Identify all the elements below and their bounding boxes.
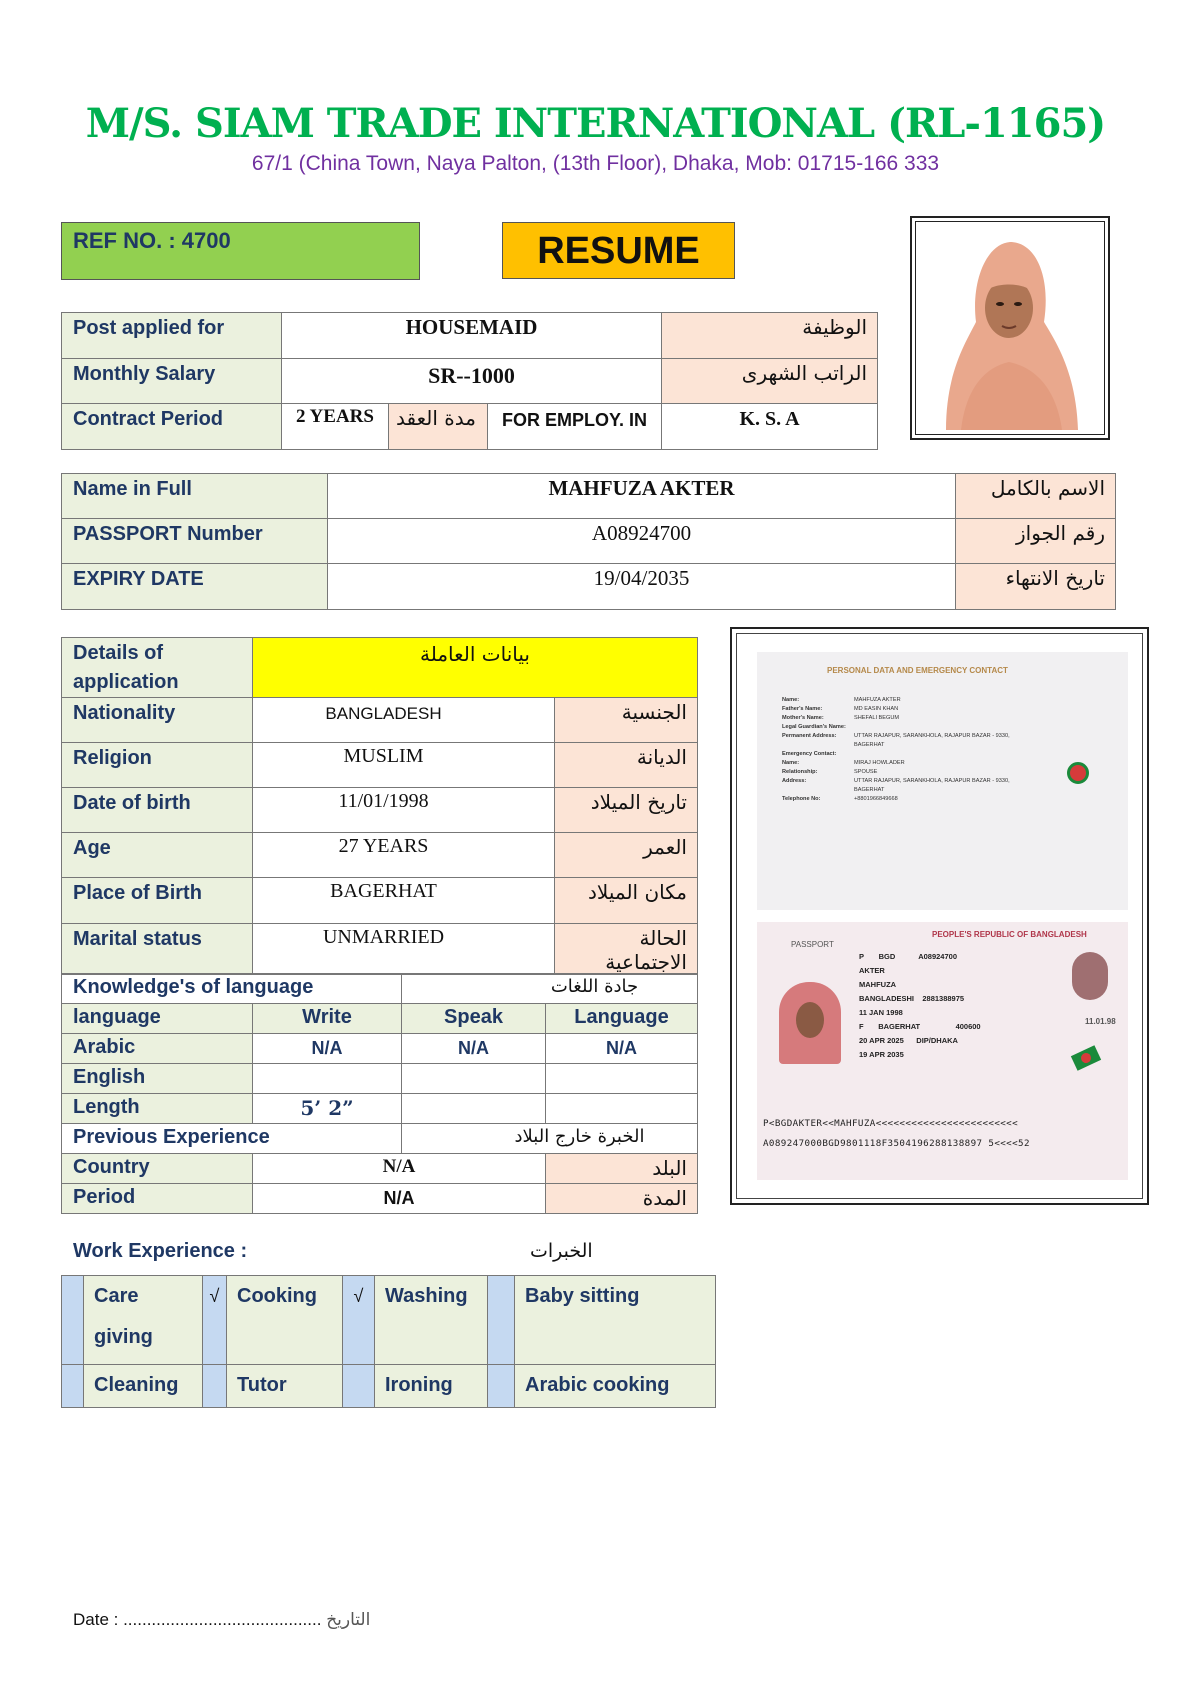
passport-field-key: Relationship: (782, 769, 818, 775)
knowledge-label-ar: جادة اللغات (402, 974, 698, 1004)
passport-field-row (782, 777, 1032, 795)
work-check-tutor (203, 1365, 227, 1408)
lang-arabic-label: Arabic (62, 1034, 253, 1064)
passport-field-row (782, 795, 1032, 804)
period-label-ar: المدة (546, 1184, 698, 1214)
passport-field-value: MIRAJ HOWLADER (854, 760, 905, 766)
dob-label-ar: تاريخ الميلاد (555, 788, 698, 833)
pp-given: MAHFUZA (859, 980, 897, 989)
expiry-label: EXPIRY DATE (62, 564, 328, 610)
work-cleaning: Cleaning (84, 1365, 203, 1408)
pp-number: A08924700 (918, 952, 957, 961)
nationality-value: BANGLADESH (253, 698, 555, 743)
bangladesh-emblem-icon (1067, 762, 1089, 784)
date-label-ar: التاريخ (326, 1610, 371, 1630)
dob-label: Date of birth (62, 788, 253, 833)
age-value: 27 YEARS (253, 833, 555, 878)
passport-value: A08924700 (328, 519, 956, 564)
pob-label-ar: مكان الميلاد (555, 878, 698, 924)
language-table (61, 973, 698, 1214)
employ-value: K. S. A (662, 404, 878, 450)
pp-prev: 400600 (955, 1022, 981, 1031)
passport-field-row (782, 705, 1032, 714)
length-value: 5’ 2” (253, 1094, 402, 1124)
passport-field-key: Name: (782, 697, 800, 703)
lang-header-language: language (62, 1004, 253, 1034)
experience-label: Previous Experience (62, 1124, 402, 1154)
work-title: Work Experience : (73, 1240, 248, 1262)
employ-label: FOR EMPLOY. IN (488, 404, 662, 450)
passport-field-value: SPOUSE (854, 769, 878, 775)
applicant-photo (915, 221, 1105, 435)
work-cooking: Cooking (227, 1276, 343, 1365)
passport-field-row (782, 768, 1032, 777)
passport-bio-page (757, 922, 1128, 1180)
passport-mrz-line-2: A089247000BGD9801118F3504196288138897 5<<<<52 (763, 1138, 1030, 1149)
expiry-label-ar: تاريخ الانتهاء (956, 564, 1116, 610)
lang-header-speak: Speak (402, 1004, 546, 1034)
marital-label-ar: الحالة الاجتماعية (555, 924, 698, 975)
job-table (61, 312, 878, 450)
work-check-care-giving (62, 1276, 84, 1365)
pp-personal-no: 2881388975 (922, 994, 965, 1003)
passport-bio-fields (859, 952, 981, 1060)
pp-dob: 11 JAN 1998 (859, 1008, 903, 1017)
passport-country-title: PEOPLE'S REPUBLIC OF BANGLADESH (932, 930, 1087, 939)
details-table (61, 637, 698, 975)
bangladesh-flag-icon (1071, 1045, 1101, 1070)
passport-field-row (782, 750, 1032, 759)
work-care-giving: Care giving (84, 1276, 203, 1365)
company-address: 67/1 (China Town, Naya Palton, (13th Floor), Dhaka, Mob: 01715-166 333 (251, 152, 940, 175)
passport-data-page (757, 652, 1128, 910)
work-check-washing: √ (343, 1276, 375, 1365)
passport-scan-frame (730, 627, 1149, 1205)
post-label-ar: الوظيفة (662, 313, 878, 359)
work-ironing: Ironing (375, 1365, 488, 1408)
passport-field-value: SHEFALI BEGUM (854, 715, 900, 721)
passport-field-value: MAHFUZA AKTER (854, 697, 901, 703)
expiry-value: 19/04/2035 (328, 564, 956, 610)
passport-word: PASSPORT (791, 940, 834, 949)
lang-arabic-speak: N/A (402, 1034, 546, 1064)
passport-data-title: PERSONAL DATA AND EMERGENCY CONTACT (827, 666, 1008, 675)
post-label: Post applied for (62, 313, 282, 359)
passport-field-key: Address: (782, 778, 807, 784)
passport-data-fields (782, 696, 1032, 804)
pp-authority: DIP/DHAKA (916, 1036, 958, 1045)
salary-label-ar: الراتب الشهرى (662, 359, 878, 404)
nationality-label-ar: الجنسية (555, 698, 698, 743)
passport-field-key: Name: (782, 760, 800, 766)
lang-arabic-write: N/A (253, 1034, 402, 1064)
date-line (73, 1610, 370, 1630)
age-label-ar: العمر (555, 833, 698, 878)
nationality-label: Nationality (62, 698, 253, 743)
ref-number: REF NO. : 4700 (61, 222, 420, 280)
passport-label-ar: رقم الجواز (956, 519, 1116, 564)
passport-field-key: Legal Guardian's Name: (782, 724, 846, 730)
passport-field-value: UTTAR RAJAPUR, SARANKHOLA, RAJAPUR BAZAR - 9330, BAGERHAT (854, 733, 1010, 748)
length-extra-1 (402, 1094, 546, 1124)
work-check-arabic-cooking (488, 1365, 515, 1408)
passport-field-key: Emergency Contact: (782, 751, 837, 757)
pp-type: P (859, 952, 865, 961)
lang-header-language2: Language (546, 1004, 698, 1034)
company-name: M/S. SIAM TRADE INTERNATIONAL (RL-1165) (85, 100, 1106, 147)
passport-field-key: Father's Name: (782, 706, 823, 712)
lang-english-speak (402, 1064, 546, 1094)
passport-field-row (782, 723, 1032, 732)
name-label: Name in Full (62, 474, 328, 519)
religion-label: Religion (62, 743, 253, 788)
work-check-ironing (343, 1365, 375, 1408)
identity-table (61, 473, 1116, 610)
religion-value: MUSLIM (253, 743, 555, 788)
pp-issue: 20 APR 2025 (859, 1036, 904, 1045)
work-table (61, 1275, 716, 1408)
salary-label: Monthly Salary (62, 359, 282, 404)
lang-arabic-language: N/A (546, 1034, 698, 1064)
work-check-cooking: √ (203, 1276, 227, 1365)
date-label: Date : .......................................... (73, 1610, 322, 1629)
pp-surname: AKTER (859, 966, 885, 975)
resume-title: RESUME (502, 222, 735, 279)
period-label: Period (62, 1184, 253, 1214)
passport-photo (779, 982, 841, 1064)
passport-field-row (782, 759, 1032, 768)
work-check-baby-sitting (488, 1276, 515, 1365)
details-header-ar: بيانات العاملة (253, 638, 698, 698)
length-extra-2 (546, 1094, 698, 1124)
passport-field-row (782, 732, 1032, 750)
period-value: N/A (253, 1184, 546, 1214)
country-label-ar: البلد (546, 1154, 698, 1184)
experience-label-ar: الخبرة خارج البلاد (402, 1124, 698, 1154)
passport-field-row (782, 714, 1032, 723)
work-baby-sitting: Baby sitting (515, 1276, 716, 1365)
passport-field-key: Permanent Address: (782, 733, 837, 739)
work-washing: Washing (375, 1276, 488, 1365)
applicant-photo-frame (910, 216, 1110, 440)
name-value: MAHFUZA AKTER (328, 474, 956, 519)
lang-english-write (253, 1064, 402, 1094)
length-label: Length (62, 1094, 253, 1124)
work-check-cleaning (62, 1365, 84, 1408)
pp-nationality: BANGLADESHI (859, 994, 915, 1003)
lang-english-label: English (62, 1064, 253, 1094)
passport-field-value: UTTAR RAJAPUR, SARANKHOLA, RAJAPUR BAZAR - 9330, BAGERHAT (854, 778, 1010, 793)
passport-field-value: +8801966849668 (854, 796, 898, 802)
dob-value: 11/01/1998 (253, 788, 555, 833)
pp-pob: BAGERHAT (878, 1022, 921, 1031)
passport-field-key: Mother's Name: (782, 715, 824, 721)
pp-sex: F (859, 1022, 864, 1031)
passport-label: PASSPORT Number (62, 519, 328, 564)
lang-header-write: Write (253, 1004, 402, 1034)
passport-scan (736, 633, 1143, 1199)
passport-field-value: MD EASIN KHAN (854, 706, 899, 712)
passport-mrz-line-1: P<BGDAKTER<<MAHFUZA<<<<<<<<<<<<<<<<<<<<<<<< (763, 1118, 1019, 1129)
marital-label: Marital status (62, 924, 253, 975)
country-value: N/A (253, 1154, 546, 1184)
pp-side-date: 11.01.98 (1085, 1017, 1116, 1026)
pob-label: Place of Birth (62, 878, 253, 924)
applicant-photo-image (916, 222, 1102, 430)
work-tutor: Tutor (227, 1365, 343, 1408)
contract-value: 2 YEARS (282, 404, 389, 450)
salary-value: SR--1000 (282, 359, 662, 404)
work-title-ar: الخبرات (530, 1240, 593, 1262)
religion-label-ar: الديانة (555, 743, 698, 788)
post-value: HOUSEMAID (282, 313, 662, 359)
details-header-label: Details of application (62, 638, 253, 698)
passport-field-key: Telephone No: (782, 796, 821, 802)
marital-value: UNMARRIED (253, 924, 555, 975)
age-label: Age (62, 833, 253, 878)
pp-code: BGD (878, 952, 896, 961)
contract-label-ar: مدة العقد (389, 404, 488, 450)
passport-field-row (782, 696, 1032, 705)
name-label-ar: الاسم بالكامل (956, 474, 1116, 519)
passport-ghost-photo (1072, 952, 1108, 1000)
knowledge-label: Knowledge's of language (62, 974, 402, 1004)
work-arabic-cooking: Arabic cooking (515, 1365, 716, 1408)
contract-label: Contract Period (62, 404, 282, 450)
country-label: Country (62, 1154, 253, 1184)
lang-english-language (546, 1064, 698, 1094)
pp-expiry: 19 APR 2035 (859, 1050, 904, 1059)
pob-value: BAGERHAT (253, 878, 555, 924)
